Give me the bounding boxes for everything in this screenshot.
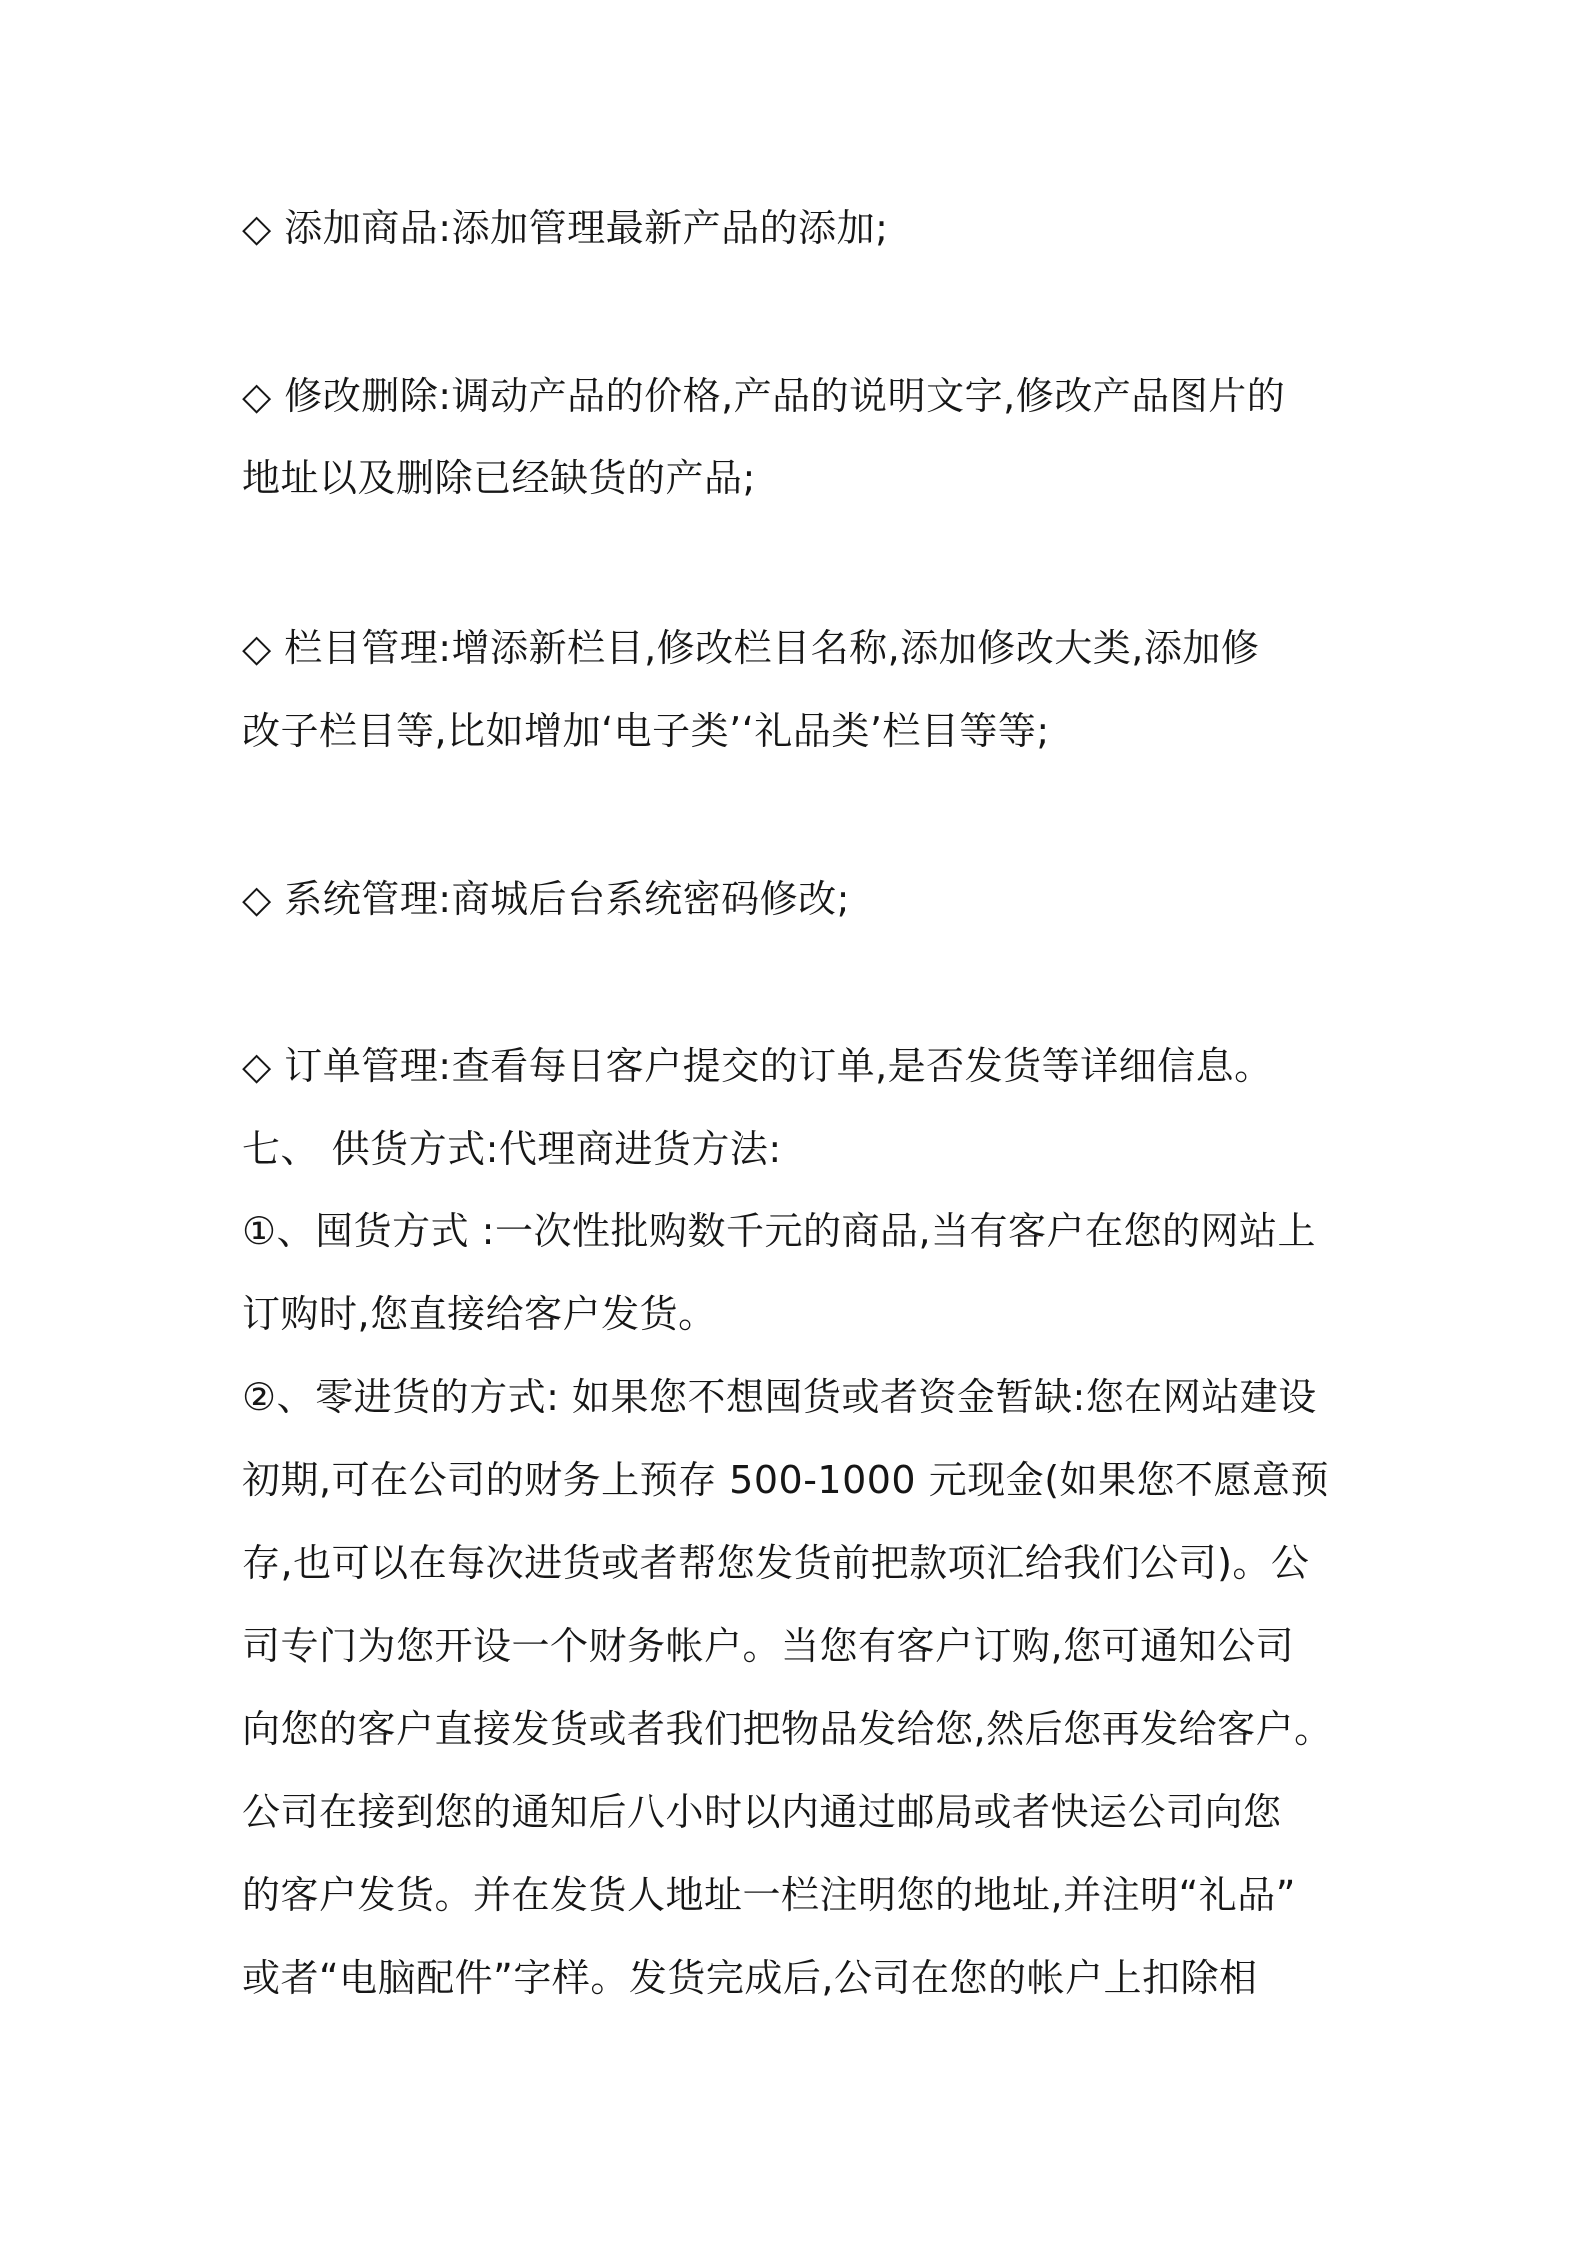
- paragraph-line: 初期,可在公司的财务上预存 500-1000 元现金(如果您不愿意预: [242, 1458, 1330, 1502]
- bullet-edit-delete-cont: 地址以及删除已经缺货的产品;: [242, 456, 756, 500]
- bullet-add-product: ◇ 添加商品:添加管理最新产品的添加;: [242, 206, 889, 250]
- bullet-edit-delete: ◇ 修改删除:调动产品的价格,产品的说明文字,修改产品图片的: [242, 374, 1286, 418]
- paragraph-line: 或者“电脑配件”字样。发货完成后,公司在您的帐户上扣除相: [242, 1956, 1258, 2000]
- section-heading-supply: 七、 供货方式:代理商进货方法:: [242, 1127, 782, 1171]
- paragraph-line: 存,也可以在每次进货或者帮您发货前把款项汇给我们公司)。公: [242, 1541, 1310, 1585]
- bullet-order-management: ◇ 订单管理:查看每日客户提交的订单,是否发货等详细信息。: [242, 1044, 1273, 1088]
- paragraph-line: 公司在接到您的通知后八小时以内通过邮局或者快运公司向您: [242, 1790, 1282, 1834]
- item-zero-stock: ②、零进货的方式: 如果您不想囤货或者资金暂缺:您在网站建设: [242, 1375, 1317, 1419]
- paragraph-line: 向您的客户直接发货或者我们把物品发给您,然后您再发给客户。: [242, 1707, 1333, 1751]
- item-stock-method: ①、囤货方式 :一次性批购数千元的商品,当有客户在您的网站上: [242, 1209, 1317, 1253]
- bullet-system-management: ◇ 系统管理:商城后台系统密码修改;: [242, 877, 850, 921]
- item-stock-method-cont: 订购时,您直接给客户发货。: [242, 1292, 717, 1336]
- bullet-column-management-cont: 改子栏目等,比如增加‘电子类’‘礼品类’栏目等等;: [242, 709, 1050, 753]
- bullet-column-management: ◇ 栏目管理:增添新栏目,修改栏目名称,添加修改大类,添加修: [242, 626, 1260, 670]
- paragraph-line: 的客户发货。并在发货人地址一栏注明您的地址,并注明“礼品”: [242, 1873, 1296, 1917]
- paragraph-line: 司专门为您开设一个财务帐户。当您有客户订购,您可通知公司: [242, 1624, 1295, 1668]
